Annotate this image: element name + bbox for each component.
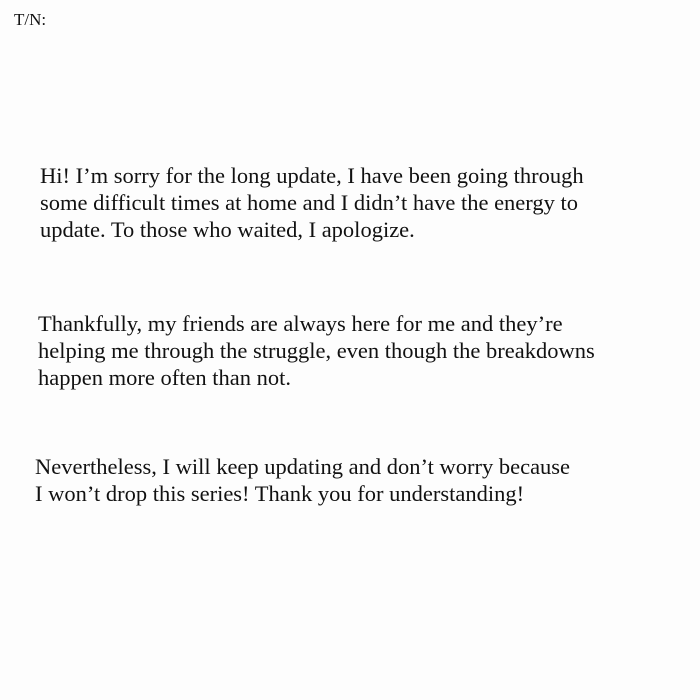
paragraph-line: some difficult times at home and I didn’t have the energy to <box>40 190 579 215</box>
translator-note-label: T/N: <box>14 10 47 29</box>
paragraph-line: update. To those who waited, I apologize. <box>40 217 415 242</box>
paragraph-line: I won’t drop this series! Thank you for understanding! <box>35 481 525 506</box>
paragraph-line: happen more often than not. <box>38 365 292 390</box>
paragraph-line: Hi! I’m sorry for the long update, I have been going through <box>40 163 584 188</box>
paragraph-line: Thankfully, my friends are always here for me and they’re <box>38 311 563 336</box>
paragraph-line: Nevertheless, I will keep updating and don’t worry because <box>35 454 571 479</box>
paragraph-apology <box>40 162 584 243</box>
paragraph-friends <box>38 310 595 391</box>
paragraph-closing <box>35 453 570 507</box>
paragraph-line: helping me through the struggle, even though the breakdowns <box>38 338 595 363</box>
